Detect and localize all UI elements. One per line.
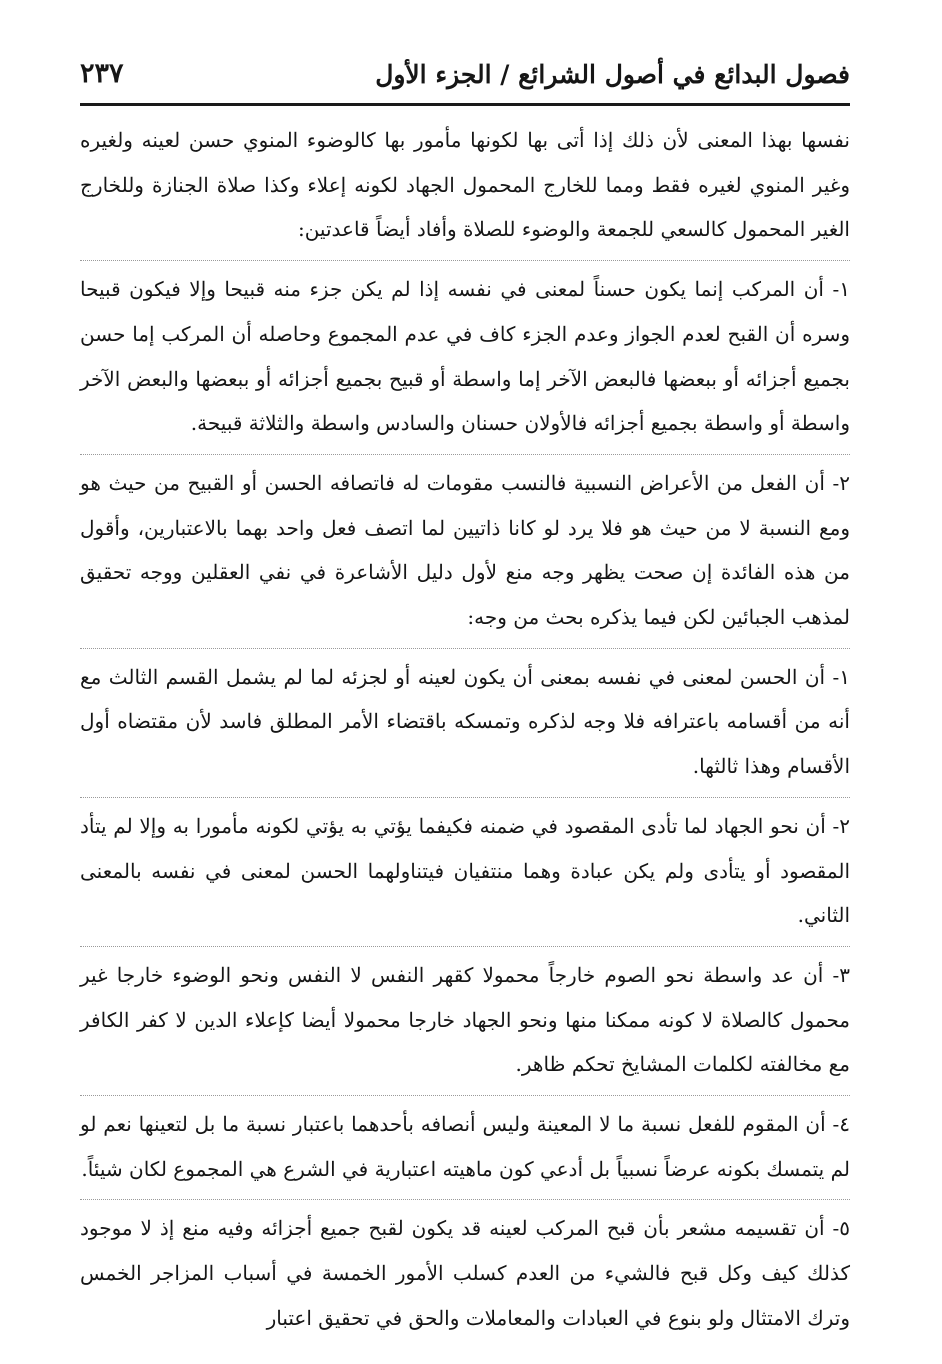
paragraph-rule-2: ٢- أن الفعل من الأعراض النسبية فالنسب مقومات له فاتصافه الحسن أو القبيح من حيث هو ومع النسبة لا من حيث هو فلا يرد لو كانا ذاتيين لما اتصف فعل واحد بهما بالاعتبارين، وأقول من هذه الفائدة إن صحت يظهر وجه منع لأول دليل الأشاعرة في نفي العقلين ووجه تحقيق لمذهب الجبائين لكن فيما يذكره بحث من وجه: [80, 461, 850, 649]
page-number: ٢٣٧ [80, 58, 124, 89]
paragraph-intro: نفسها بهذا المعنى لأن ذلك إذا أتى بها لكونها مأمور بها كالوضوء المنوي حسن لعينه ولغيره وغير المنوي لغيره فقط ومما للخارج المحمول الجهاد لكونه إعلاء وكذا صلاة الجنازة وللخارج الغير المحمول كالسعي للجمعة والوضوء للصلاة وأفاد أيضاً قاعدتين: [80, 118, 850, 261]
paragraph-objection-4: ٤- أن المقوم للفعل نسبة ما لا المعينة وليس أنصافه بأحدهما باعتبار نسبة ما بل لتعينها نعم لو لم يتمسك بكونه عرضاً نسبياً بل أدعي كون ماهيته اعتبارية في الشرع هي المجموع لكان شيئاً. [80, 1102, 850, 1200]
body-text [80, 118, 850, 1355]
header-divider [80, 103, 850, 106]
paragraph-rule-1: ١- أن المركب إنما يكون حسناً لمعنى في نفسه إذا لم يكن جزء منه قبيحا وإلا فيكون قبيحا وسره أن القبح لعدم الجواز وعدم الجزء كاف في عدم المجموع وحاصله أن المركب إما حسن بجميع أجزائه أو ببعضها فالبعض الآخر إما واسطة أو قبيح بجميع أجزائه أو ببعضها والبعض الآخر واسطة أو واسطة بجميع أجزائه فالأولان حسنان والسادس واسطة والثلاثة قبيحة. [80, 267, 850, 455]
paragraph-objection-3: ٣- أن عد واسطة نحو الصوم خارجاً محمولا كقهر النفس لا النفس ونحو الوضوء خارجا غير محمول كالصلاة لا كونه ممكنا منها ونحو الجهاد خارجا محمولا أيضا كإعلاء الدين لا كفر الكافر مع مخالفته لكلمات المشايخ تحكم ظاهر. [80, 953, 850, 1096]
paragraph-objection-2: ٢- أن نحو الجهاد لما تأدى المقصود في ضمنه فكيفما يؤتي به يؤتي لكونه مأمورا به وإلا لم يتأد المقصود أو يتأدى ولم يكن عبادة وهما منتفيان فيتناولهما الحسن لمعنى في نفسه بالمعنى الثاني. [80, 804, 850, 947]
paragraph-objection-5: ٥- أن تقسيمه مشعر بأن قبح المركب لعينه قد يكون لقبح جميع أجزائه وفيه منع إذ لا موجود كذلك كيف وكل قبح فالشيء من العدم كسلب الأمور الخمسة في أسباب المزاجر الخمس وترك الامتثال ولو بنوع في العبادات والمعاملات والحق في تحقيق اعتبار [80, 1216, 850, 1330]
paragraph-objection-1: ١- أن الحسن لمعنى في نفسه بمعنى أن يكون لعينه أو لجزئه لما لم يشمل القسم الثالث مع أنه من أقسامه باعترافه فلا وجه لذكره وتمسكه باقتضاء الأمر المطلق فاسد لأن مقتضاه أول الأقسام وهذا ثالثها. [80, 655, 850, 798]
header-title: فصول البدائع في أصول الشرائع / الجزء الأول [375, 60, 850, 89]
running-header [80, 52, 850, 104]
